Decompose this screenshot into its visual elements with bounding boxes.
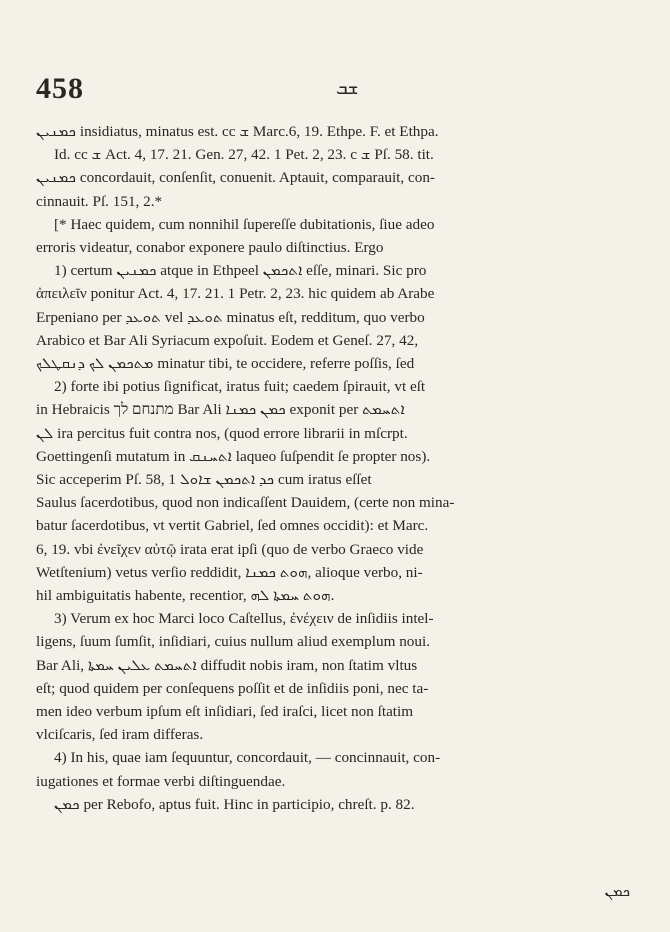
text-line: vlciſcaris, ſed iram differas. — [36, 726, 204, 744]
text-line: batur ſacerdotibus, vt vertit Gabriel, ſed omnes occidit): et Marc. — [36, 517, 429, 535]
text-line: ܟܡܢܝܢ concordauit, conſenſit, conuenit. Aptauit, comparauit, con- — [36, 169, 435, 187]
text-line: ܠܢ ira percitus fuit contra nos, (quod errore librarii in mſcrpt. — [36, 424, 408, 442]
text-line: eſt; quod quidem per conſequens poſſit et de inſidiis poni, nec ta- — [36, 679, 429, 697]
text-line: ܟܡܢܝܢ insidiatus, minatus est. cc ܫ Marc.6, 19. Ethpe. F. et Ethpa. — [36, 123, 439, 140]
text-line: in Hebraicis מתנחם לך Bar Ali ܟܡܢ ܟܡܢܐ exponit per ܐܬܚܡܬ — [36, 401, 405, 419]
catchword: ܟܡܢ — [604, 882, 630, 900]
text-line: men ideo verbum ipſum eſt inſidiari, ſed iraſci, licet non ſtatim — [36, 703, 414, 721]
text-line: cinnauit. Pſ. 151, 2.* — [36, 192, 163, 210]
page-header — [36, 72, 634, 112]
text-line: ܡܬܟܡܢ ܠܟ ܕܢܩܛܠܟ minatur tibi, te occidere, referre poſſis, ſed — [36, 355, 415, 373]
text-line: Goettingenſi mutatum in ܐܬܚܢܩ laqueo ſuſpendit ſe propter nos). — [36, 447, 431, 465]
running-head: ܫܒ — [336, 78, 359, 99]
text-line: Wetſtenium) vetus verſio reddidit, ܗܘܬ ܟܡܢܐ, alioque verbo, ni- — [36, 563, 423, 581]
body-text — [36, 120, 636, 816]
text-line: ligens, ſuum ſumſit, inſidiari, cuius nullum aliud exemplum noui. — [36, 633, 430, 651]
text-line: [* Haec quidem, cum nonnihil ſupereſſe dubitationis, ſiue adeo — [54, 215, 435, 233]
text-line: Sic acceperim Pſ. 58, 1 ܟܕ ܐܬܟܡܢ ܫܐܘܠ cum iratus eſſet — [36, 471, 372, 489]
text-line: 2) forte ibi potius ſignificat, iratus fuit; caedem ſpirauit, vt eſt — [54, 378, 426, 396]
text-line: Id. cc ܫ Act. 4, 17. 21. Gen. 27, 42. 1 Pet. 2, 23. c ܫ Pſ. 58. tit. — [54, 146, 434, 164]
text-line: 6, 19. vbi ἐνεῖχεν αὐτῷ irata erat ipſi (quo de verbo Graeco vide — [36, 540, 424, 558]
text-line: 1) certum ܟܡܢܝܢ atque in Ethpeel ܐܬܟܡܢ eſſe, minari. Sic pro — [54, 262, 427, 280]
text-line: hil ambiguitatis habente, recentior, ܗܘܬ ܚܡܬܐ ܠܗ. — [36, 587, 335, 605]
text-line: Bar Ali, ܐܬܚܡܬ ܥܠܝܢ ܚܡܬܐ diffudit nobis iram, non ſtatim vltus — [36, 656, 418, 674]
text-line: Arabico et Bar Ali Syriacum expoſuit. Eodem et Geneſ. 27, 42, — [36, 331, 419, 349]
text-line: erroris videatur, conabor exponere paulo diſtinctius. Ergo — [36, 239, 384, 257]
text-line: 4) In his, quae iam ſequuntur, concordauit, — concinnauit, con- — [54, 749, 441, 767]
text-line: ἀπειλεῖν ponitur Act. 4, 17. 21. 1 Petr. 2, 23. hic quidem ab Arabe — [36, 285, 435, 303]
page-number: 458 — [36, 72, 84, 105]
text-line: Erpeniano per ܬܘܥܕ vel ܬܘܥܕ minatus eſt, redditum, quo verbo — [36, 308, 425, 326]
text-line: Saulus ſacerdotibus, quod non indicaſſent Dauidem, (certe non mina- — [36, 494, 455, 512]
text-line: iugationes et formae verbi diſtinguendae. — [36, 772, 286, 790]
text-line: ܟܡܢ per Rebofo, aptus fuit. Hinc in participio, chreſt. p. 82. — [54, 795, 415, 813]
text-line: 3) Verum ex hoc Marci loco Caſtellus, ἐνέχειν de inſidiis intel- — [54, 610, 434, 628]
